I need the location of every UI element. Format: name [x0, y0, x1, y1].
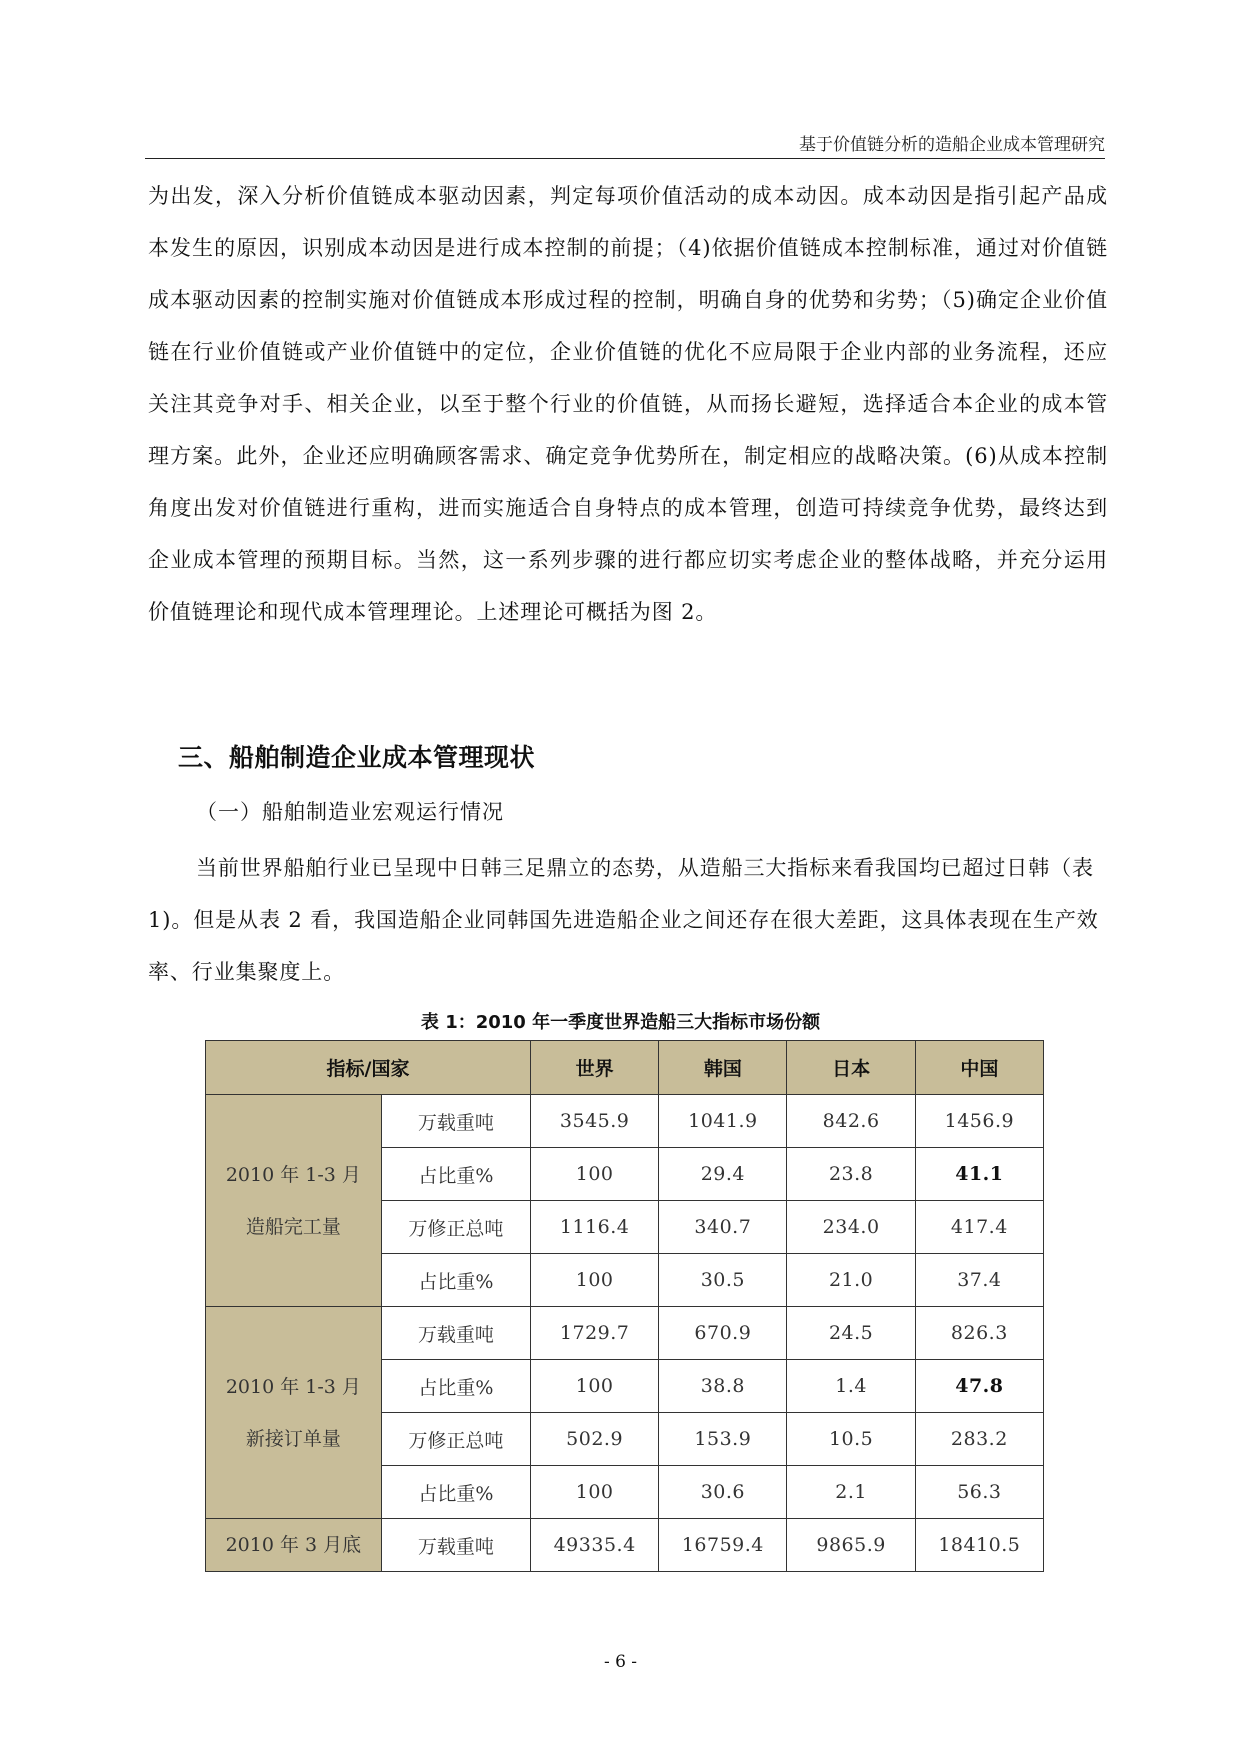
header-japan: 日本	[787, 1041, 915, 1095]
korea-cell: 153.9	[659, 1413, 787, 1466]
korea-cell: 29.4	[659, 1148, 787, 1201]
metric-cell: 万修正总吨	[381, 1201, 530, 1254]
world-cell: 100	[531, 1360, 659, 1413]
korea-cell: 340.7	[659, 1201, 787, 1254]
korea-cell: 1041.9	[659, 1095, 787, 1148]
table-row	[206, 1519, 1044, 1572]
china-cell: 37.4	[915, 1254, 1043, 1307]
group-label-line2: 新接订单量	[245, 1427, 341, 1450]
group-label-line1: 2010 年 1-3 月	[225, 1163, 361, 1186]
world-cell: 100	[531, 1466, 659, 1519]
body-paragraph-2: 当前世界船舶行业已呈现中日韩三足鼎立的态势，从造船三大指标来看我国均已超过日韩（表 1)。但是从表 2 看，我国造船企业同韩国先进造船企业之间还存在很大差距，这具体表现在生产效率、行业集聚度上。	[148, 856, 1099, 984]
korea-cell: 670.9	[659, 1307, 787, 1360]
china-cell: 1456.9	[915, 1095, 1043, 1148]
japan-cell: 234.0	[787, 1201, 915, 1254]
section-title: 三、船舶制造企业成本管理现状	[178, 743, 536, 772]
table-row	[206, 1307, 1044, 1360]
japan-cell: 24.5	[787, 1307, 915, 1360]
korea-cell: 16759.4	[659, 1519, 787, 1572]
world-cell: 3545.9	[531, 1095, 659, 1148]
korea-cell: 38.8	[659, 1360, 787, 1413]
china-cell: 417.4	[915, 1201, 1043, 1254]
japan-cell: 842.6	[787, 1095, 915, 1148]
japan-cell: 2.1	[787, 1466, 915, 1519]
japan-cell: 10.5	[787, 1413, 915, 1466]
metric-cell: 占比重%	[381, 1254, 530, 1307]
metric-cell: 占比重%	[381, 1360, 530, 1413]
world-cell: 1116.4	[531, 1201, 659, 1254]
body-paragraph-1: 为出发，深入分析价值链成本驱动因素，判定每项价值活动的成本动因。成本动因是指引起产品成本发生的原因，识别成本动因是进行成本控制的前提；（4)依据价值链成本控制标准，通过对价值链成本驱动因素的控制实施对价值链成本形成过程的控制，明确自身的优势和劣势；（5)确定企业价值链在行业价值链或产业价值链中的定位，企业价值链的优化不应局限于企业内部的业务流程，还应关注其竞争对手、相关企业，以至于整个行业的价值链，从而扬长避短，选择适合本企业的成本管理方案。此外，企业还应明确顾客需求、确定竞争优势所在，制定相应的战略决策。(6)从成本控制角度出发对价值链进行重构，进而实施适合自身特点的成本管理，创造可持续竞争优势，最终达到企业成本管理的预期目标。当然，这一系列步骤的进行都应切实考虑企业的整体战略，并充分运用价值链理论和现代成本管理理论。上述理论可概括为图 2。	[148, 184, 1108, 624]
metric-cell: 占比重%	[381, 1466, 530, 1519]
world-cell: 502.9	[531, 1413, 659, 1466]
china-cell: 18410.5	[915, 1519, 1043, 1572]
group-label-new-orders	[206, 1307, 382, 1519]
world-cell: 100	[531, 1254, 659, 1307]
korea-cell: 30.6	[659, 1466, 787, 1519]
japan-cell: 21.0	[787, 1254, 915, 1307]
metric-cell: 万修正总吨	[381, 1413, 530, 1466]
group-label-line2: 造船完工量	[245, 1215, 341, 1238]
subsection-title: （一）船舶制造业宏观运行情况	[196, 800, 504, 824]
metric-cell: 占比重%	[381, 1148, 530, 1201]
table-row	[206, 1095, 1044, 1148]
china-cell: 56.3	[915, 1466, 1043, 1519]
china-cell: 283.2	[915, 1413, 1043, 1466]
metric-cell: 万载重吨	[381, 1519, 530, 1572]
table-caption: 表 1：2010 年一季度世界造船三大指标市场份额	[420, 1012, 821, 1033]
world-cell: 1729.7	[531, 1307, 659, 1360]
shipbuilding-market-share-table	[205, 1040, 1044, 1572]
page-number: - 6 -	[603, 1652, 638, 1672]
japan-cell: 1.4	[787, 1360, 915, 1413]
running-header: 基于价值链分析的造船企业成本管理研究	[799, 135, 1105, 155]
metric-cell: 万载重吨	[381, 1095, 530, 1148]
korea-cell: 30.5	[659, 1254, 787, 1307]
group-label-completion	[206, 1095, 382, 1307]
world-cell: 49335.4	[531, 1519, 659, 1572]
table-header-row	[206, 1041, 1044, 1095]
china-cell-highlight: 47.8	[915, 1360, 1043, 1413]
header-indicator: 指标/国家	[206, 1041, 531, 1095]
japan-cell: 9865.9	[787, 1519, 915, 1572]
metric-cell: 万载重吨	[381, 1307, 530, 1360]
header-world: 世界	[531, 1041, 659, 1095]
china-cell: 826.3	[915, 1307, 1043, 1360]
china-cell-highlight: 41.1	[915, 1148, 1043, 1201]
header-korea: 韩国	[659, 1041, 787, 1095]
japan-cell: 23.8	[787, 1148, 915, 1201]
header-divider	[145, 158, 1105, 159]
header-china: 中国	[915, 1041, 1043, 1095]
world-cell: 100	[531, 1148, 659, 1201]
group-label-backlog: 2010 年 3 月底	[206, 1519, 382, 1572]
group-label-line1: 2010 年 1-3 月	[225, 1375, 361, 1398]
